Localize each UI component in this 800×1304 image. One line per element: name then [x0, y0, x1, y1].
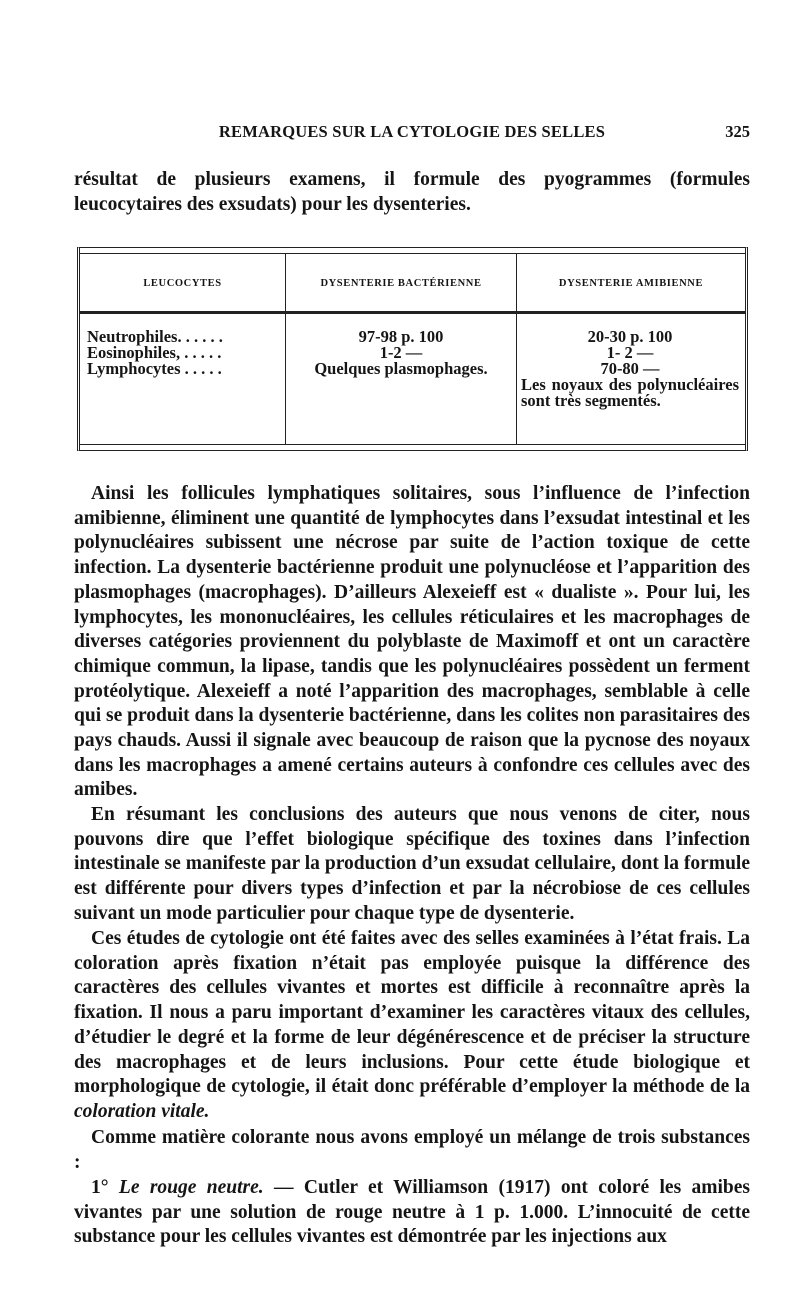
body-paragraph-4: Comme matière colorante nous avons employé un mélange de trois substances :: [74, 1127, 750, 1173]
table-cell-value: 20-30 p. 100: [587, 327, 673, 346]
paragraph-3-italic: coloration vitale.: [74, 1100, 210, 1122]
table-header-leucocytes: LEUCOCYTES: [143, 278, 222, 289]
table-cell-value: Quelques plasmophages.: [314, 359, 488, 378]
table-cell-label: Neutrophiles. . . . . .: [87, 327, 223, 346]
body-paragraph-2: En résumant les conclusions des auteurs que nous venons de citer, nous pouvons dire que l’effet biologique spécifique des toxines dans l’infection intestinale se manifeste par la production d’un exsudat cellulaire, dont la formule est différente pour divers types d’infection et par la nécrobiose de ces cellules suivant un mode particulier pour chaque type de dysenterie.: [74, 804, 750, 924]
table-cell-note: Les noyaux des polynucléaires sont très segmentés.: [521, 375, 739, 410]
paragraph-5-text: — Cutler et Williamson (1917) ont coloré les amibes vivantes par une solution de rouge neutre à 1 p. 1.000. L’innocuité de cette substance pour les cellules vivantes est démontrée par les injections aux: [74, 1177, 751, 1248]
paragraph-5-number: 1°: [91, 1177, 109, 1198]
table-header-amibienne: DYSENTERIE AMIBIENNE: [558, 278, 704, 289]
table-cell-value: 70-80 —: [600, 359, 660, 378]
running-header: [74, 122, 750, 144]
paragraph-5-italic: Le rouge neutre.: [118, 1177, 264, 1198]
table-cell-value: 1-2 —: [379, 343, 423, 362]
running-title: REMARQUES SUR LA CYTOLOGIE DES SELLES: [218, 122, 606, 141]
table-header-bacterienne: DYSENTERIE BACTÉRIENNE: [320, 278, 482, 289]
table-column-bacterienne: [286, 329, 516, 377]
table-cell-value: 97-98 p. 100: [358, 327, 444, 346]
table-column-amibienne: [521, 329, 739, 409]
table-cell-label: Lymphocytes . . . . .: [87, 359, 222, 378]
paragraph-3-text: Ces études de cytologie ont été faites avec des selles examinées à l’état frais. La coloration après fixation n’était pas employée puisque la différence des caractères des cellules vivantes et mortes est difficile à reconnaître après la fixation. Il nous a paru important d’examiner les caractères vitaux des cellules, d’étudier le degré et la forme de leur dégénérescence et de préciser la structure des macrophages et de leurs inclusions. Pour cette étude biologique et morphologique de cytologie, il était donc préférable d’employer la méthode de la: [74, 928, 750, 1098]
table-header-rule: [80, 311, 745, 314]
body-paragraph-5: [74, 1176, 750, 1250]
intro-paragraph: résultat de plusieurs examens, il formule des pyogrammes (formules leucocytaires des exsudats) pour les dysenteries.: [74, 169, 750, 215]
body-paragraph-3: [74, 927, 750, 1125]
table-column-leucocytes: [87, 329, 279, 377]
table-cell-value: 1- 2 —: [606, 343, 654, 362]
body-paragraph-1: Ainsi les follicules lymphatiques solitaires, sous l’influence de l’infection amibienne, éliminent une quantité de lymphocytes dans l’exsudat intestinal et les polynucléaires subissent une nécrose par suite de l’action toxique de cette infection. La dysenterie bactérienne produit une polynucléose et l’apparition des plasmophages (macrophages). D’ailleurs Alexeieff est « dualiste ». Pour lui, les lymphocytes, les mononucléaires, les cellules réticulaires et les macrophages de diverses catégories proviennent du polyblaste de Maximoff et ont un caractère chimique commun, la lipase, tandis que les polynucléaires possèdent un ferment protéolytique. Alexeieff a noté l’apparition des macrophages, semblable à celle qui se produit dans la dysenterie bactérienne, dans les colites non parasitaires des pays chauds. Aussi il signale avec beaucoup de raison que la pycnose des noyaux dans les macrophages a amené certains auteurs à confondre ces cellules avec des amibes.: [74, 483, 750, 801]
page-number: 325: [725, 122, 750, 141]
table-cell-label: Eosinophiles, . . . . .: [87, 343, 222, 362]
leucocyte-table: [77, 247, 748, 451]
